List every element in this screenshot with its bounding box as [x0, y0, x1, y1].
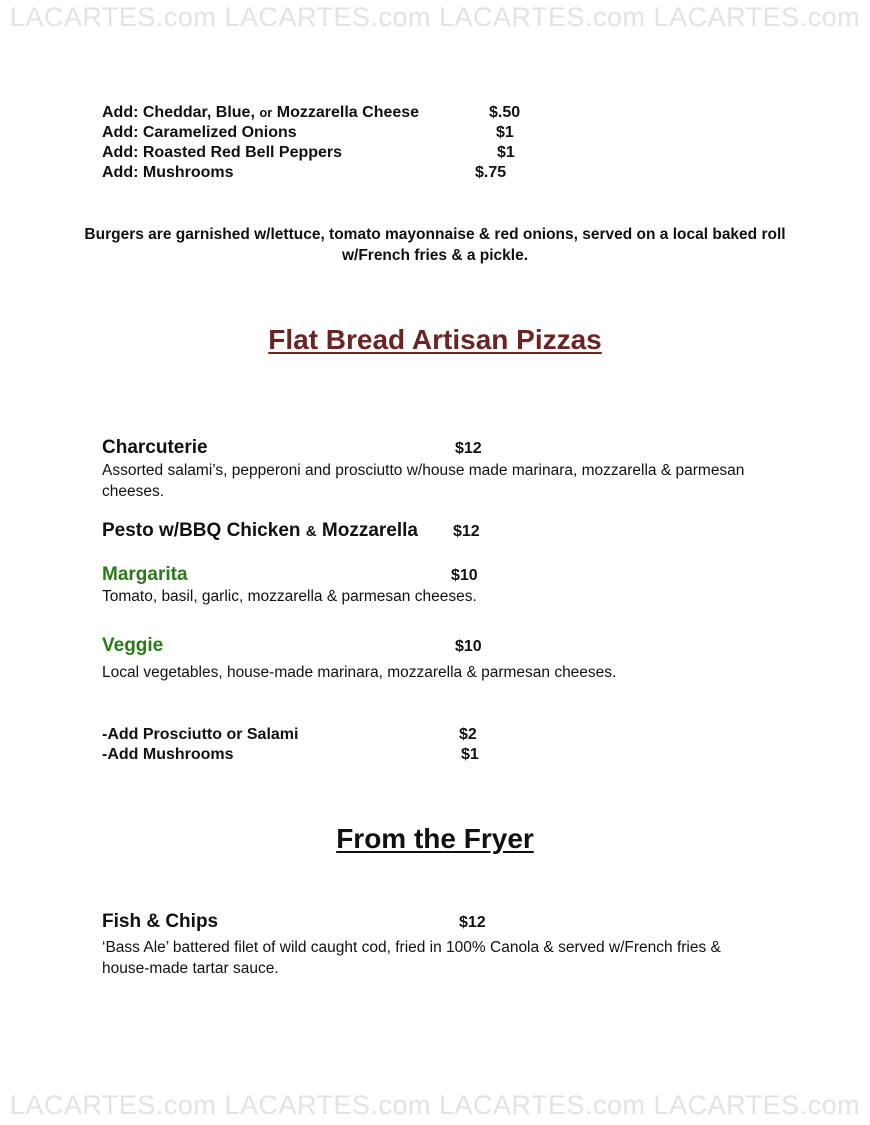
pizza-addon-mushrooms-label: -Add Mushrooms [102, 746, 234, 763]
pizza-addon-prosciutto-label: -Add Prosciutto or Salami [102, 726, 299, 743]
addon-cheese-price: $.50 [489, 104, 521, 121]
addon-mushrooms-price: $.75 [475, 164, 507, 181]
item-fish-chips-name: Fish & Chips [102, 911, 219, 932]
fryer-section-title: From the Fryer [336, 823, 534, 854]
item-margarita-name: Margarita [102, 564, 188, 585]
item-veggie-price: $10 [455, 638, 482, 655]
item-charcuterie-description: Assorted salami’s, pepperoni and prosciutto w/house made marinara, mozzarella & parmesan cheeses. [102, 462, 745, 500]
watermark-bottom: LACARTES.com LACARTES.com LACARTES.com LACARTES.com [9, 1090, 861, 1120]
addon-onions-price: $1 [496, 124, 514, 141]
item-pesto-name: Pesto w/BBQ Chicken & Mozzarella [102, 520, 418, 541]
pizza-addon-prosciutto-price: $2 [459, 726, 477, 743]
item-veggie-description: Local vegetables, house-made marinara, mozzarella & parmesan cheeses. [102, 664, 617, 681]
burger-note: Burgers are garnished w/lettuce, tomato mayonnaise & red onions, served on a local baked roll w/French fries & a pickle. [84, 226, 786, 264]
item-fish-chips-price: $12 [459, 914, 486, 931]
addon-onions-label: Add: Caramelized Onions [102, 124, 297, 141]
item-charcuterie-price: $12 [455, 440, 482, 457]
item-charcuterie-name: Charcuterie [102, 437, 208, 458]
item-fish-chips-description: ‘Bass Ale’ battered filet of wild caught cod, fried in 100% Canola & served w/French fries & house-made tartar sauce. [102, 939, 721, 977]
addon-peppers-label: Add: Roasted Red Bell Peppers [102, 144, 343, 161]
addon-mushrooms-label: Add: Mushrooms [102, 164, 234, 181]
item-margarita-price: $10 [451, 567, 478, 584]
pizza-addon-mushrooms-price: $1 [461, 746, 479, 763]
addon-peppers-price: $1 [497, 144, 515, 161]
addon-cheese-label: Add: Cheddar, Blue, or Mozzarella Cheese [102, 104, 420, 121]
item-pesto-price: $12 [453, 523, 480, 540]
item-margarita-description: Tomato, basil, garlic, mozzarella & parmesan cheeses. [102, 588, 477, 605]
item-veggie-name: Veggie [102, 635, 164, 656]
watermark-top: LACARTES.com LACARTES.com LACARTES.com LACARTES.com [9, 2, 861, 32]
pizza-section-title: Flat Bread Artisan Pizzas [268, 324, 602, 355]
